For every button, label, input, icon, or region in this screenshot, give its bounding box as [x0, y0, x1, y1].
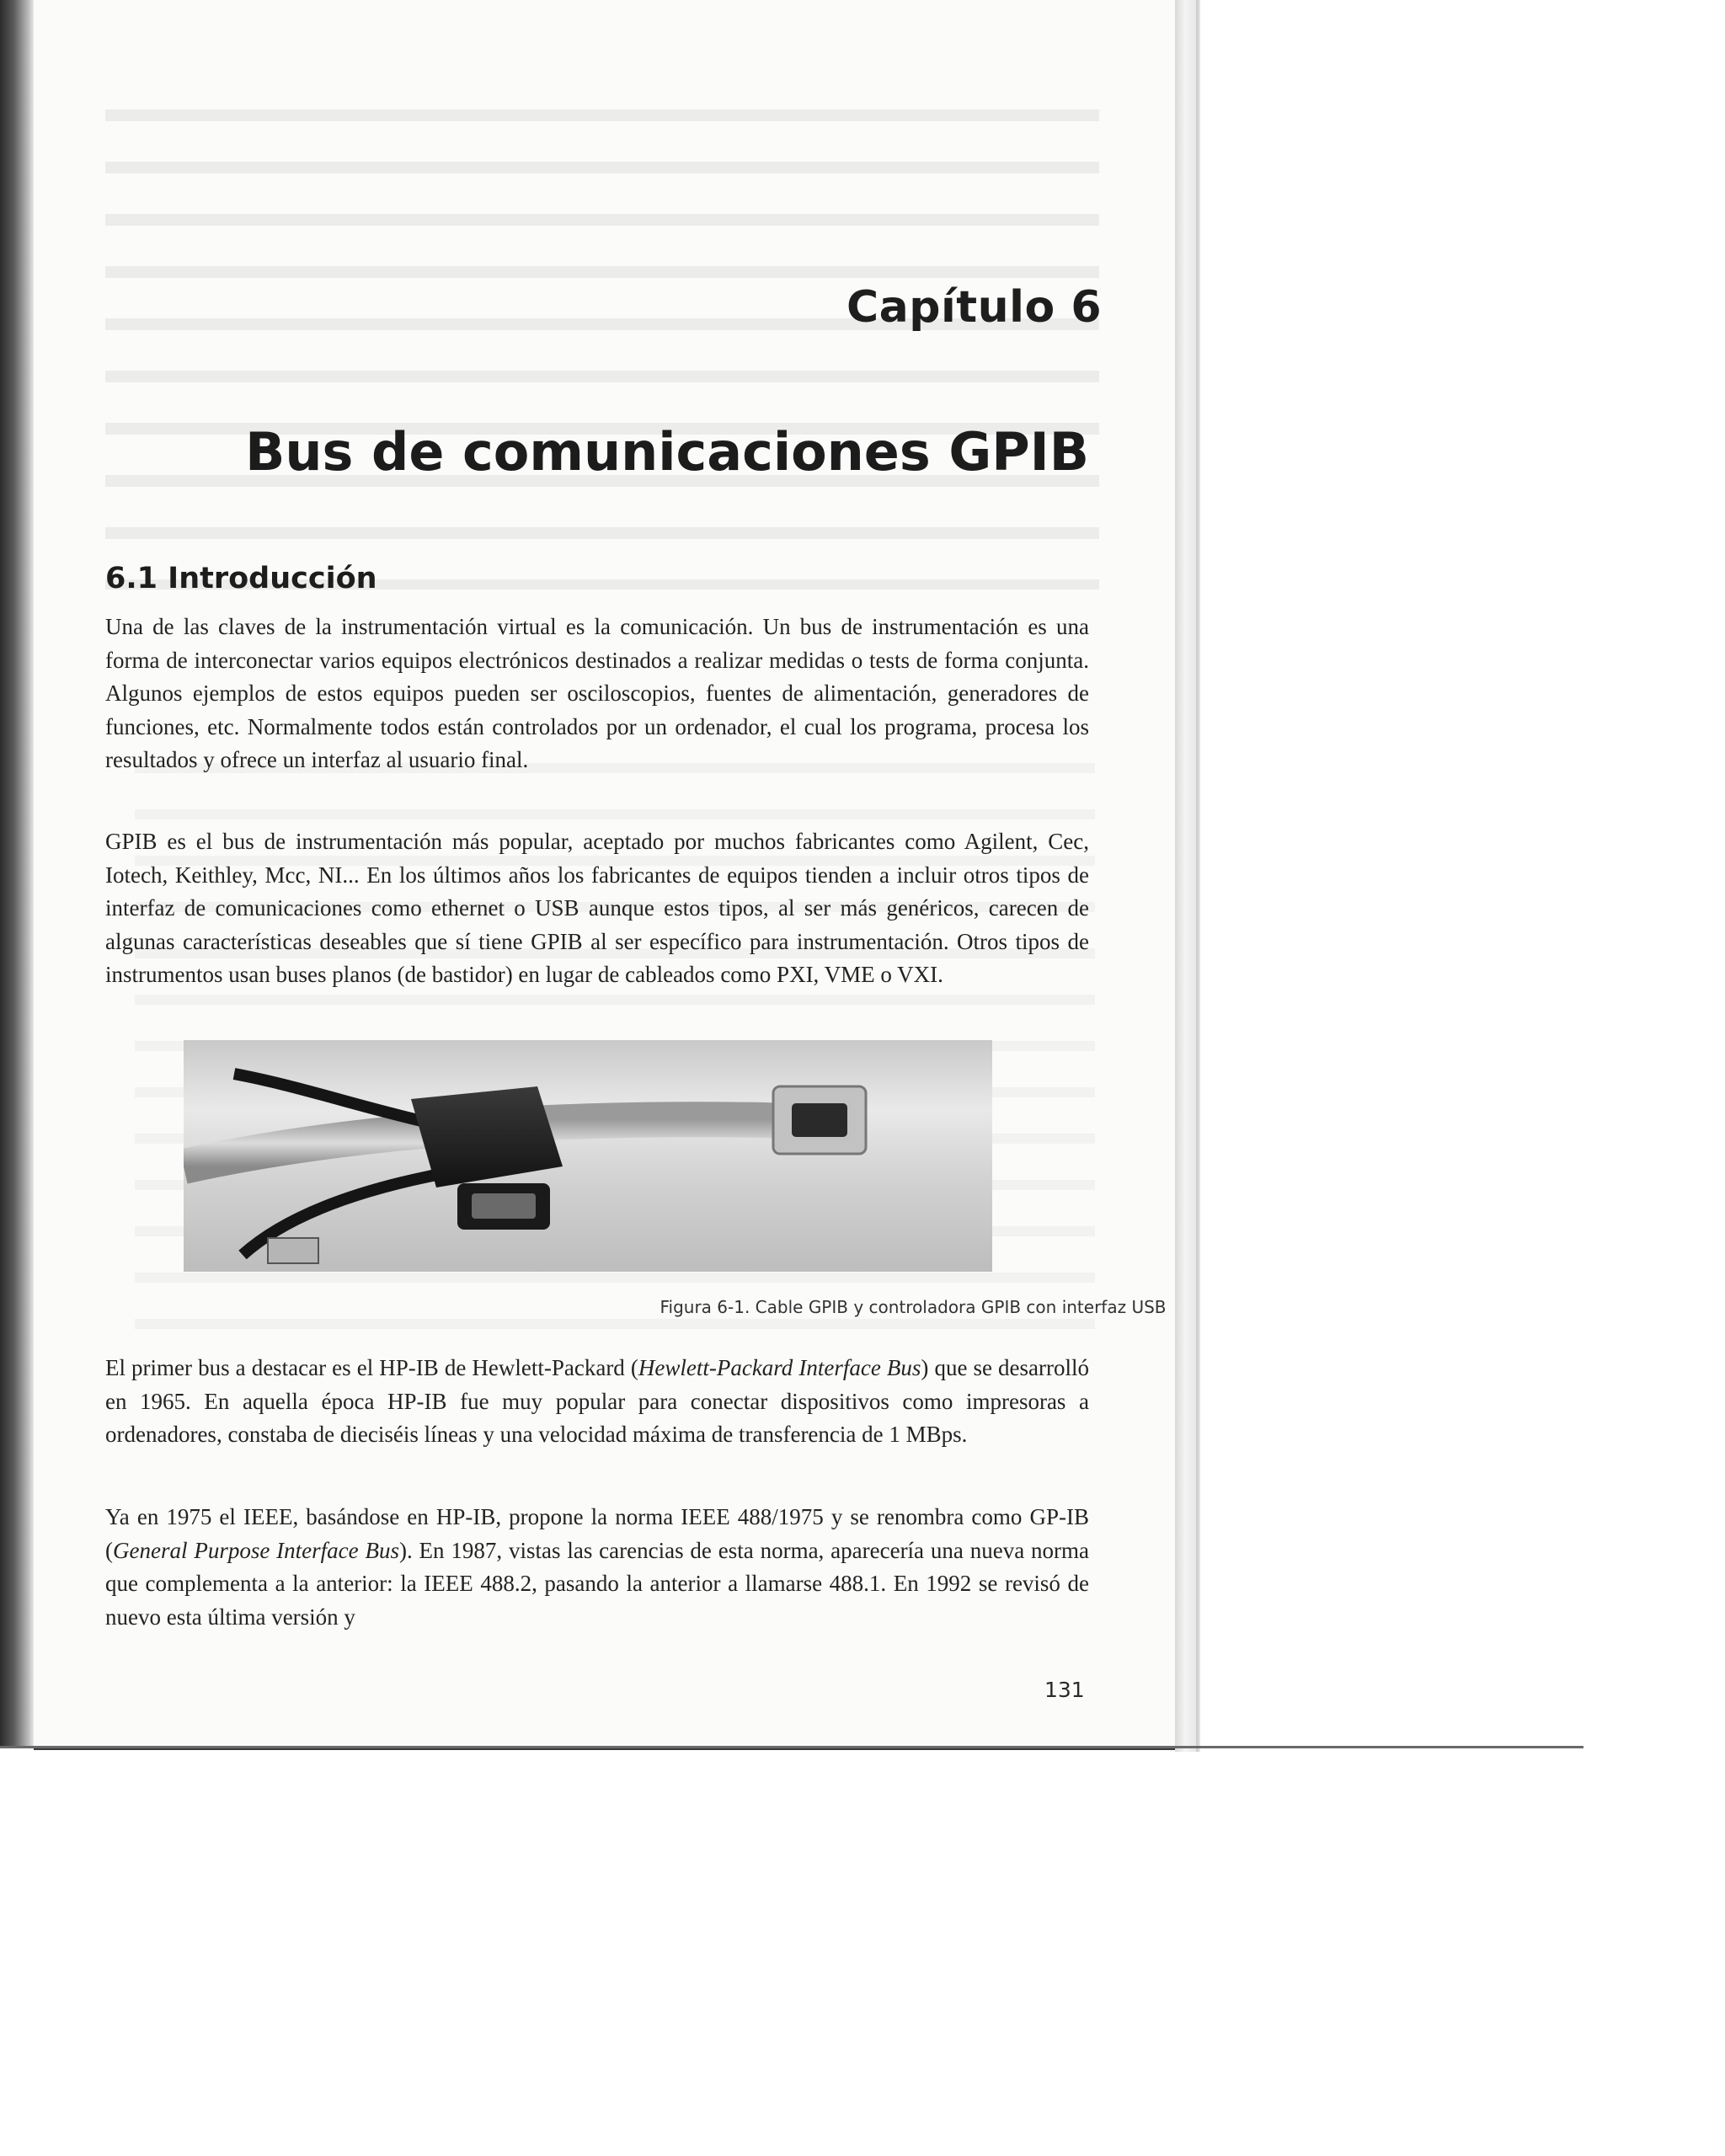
gpib-usb-controller-illustration [184, 1040, 992, 1272]
paragraph-intro: Una de las claves de la instrumentación virtual es la comunicación. Un bus de instrumentación es una forma de interconectar varios equipos electrónicos destinados a realizar medidas o tests de forma conjunta. Algunos ejemplos de estos equipos pueden ser osciloscopios, fuentes de alimentación, generadores de funciones, etc. Normalmente todos están controlados por un ordenador, el cual los programa, procesa los resultados y ofrece un interfaz al usuario final. [105, 614, 1089, 772]
book-binding-shadow [0, 0, 34, 1748]
section-title: 6.1 Introducción [105, 562, 377, 595]
chapter-label: Capítulo 6 [846, 282, 1102, 333]
figure-photo-gpib-cable [184, 1040, 992, 1272]
bleed-through-text [105, 84, 1099, 590]
paragraph-hpib-part-2: ) que se desarrolló en 1965. En aquella época HP-IB fue muy popular para conectar dispositivos como impresoras a ordenadores, constaba de dieciséis líneas y una velocidad máxima de transferencia de 1 MBps. [105, 1355, 1089, 1447]
paragraph-ieee488 [105, 1501, 1089, 1634]
page-number: 131 [1044, 1678, 1085, 1702]
chapter-title: Bus de comunicaciones GPIB [245, 421, 1089, 483]
paragraph-hpib-part-1: El primer bus a destacar es el HP-IB de Hewlett-Packard ( [105, 1355, 638, 1380]
paragraph-hpib [105, 1352, 1089, 1452]
page-edge-line [1196, 0, 1199, 1752]
paragraph-hpib-italic: Hewlett-Packard Interface Bus [638, 1355, 921, 1380]
paragraph-ieee488-part-2: ). En 1987, vistas las carencias de esta norma, aparecería una nueva norma que complementa a la anterior: la IEEE 488.2, pasando la anterior a llamarse 488.1. En 1992 se revisó de nuevo esta última versión y [105, 1537, 1090, 1630]
paragraph-ieee488-part-1: Ya en 1975 el IEEE, basándose en HP-IB, propone la norma IEEE 488/1975 y se renombra como GP-IB ( [105, 1504, 1089, 1563]
figure-caption: Figura 6-1. Cable GPIB y controladora GPIB con interfaz USB [660, 1297, 1167, 1317]
paragraph-gpib-popular: GPIB es el bus de instrumentación más popular, aceptado por muchos fabricantes como Agilent, Cec, Iotech, Keithley, Mcc, NI... En los últimos años los fabricantes de equipos tienden a incluir otros tipos de interfaz de comunicaciones como ethernet o USB aunque estos tipos, al ser más genéricos, carecen de algunas características deseables que sí tiene GPIB al ser específico para instrumentación. Otros tipos de instrumentos usan buses planos (de bastidor) en lugar de cableados como PXI, VME o VXI. [105, 829, 1089, 987]
page-bottom-edge [0, 1746, 1583, 1748]
paragraph-ieee488-italic: General Purpose Interface Bus [113, 1537, 399, 1563]
